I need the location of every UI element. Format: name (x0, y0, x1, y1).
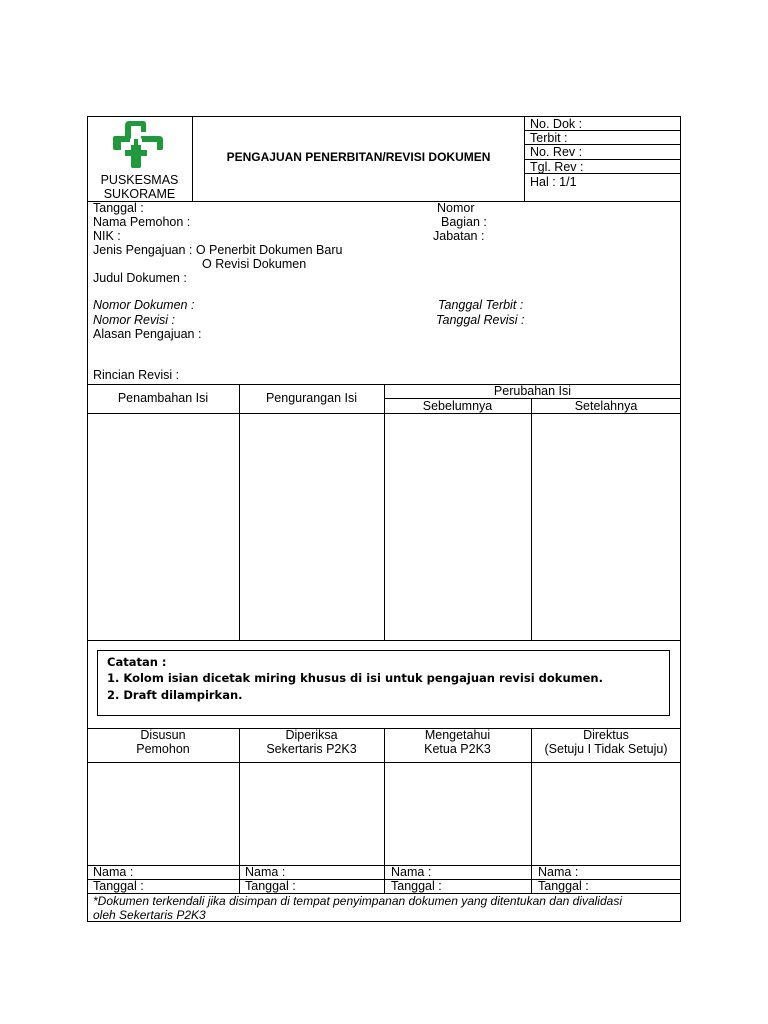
sig-ketua-label: Ketua P2K3 (424, 742, 491, 756)
sig-tanggal-field[interactable]: Tanggal : (245, 879, 296, 893)
field-tanggal-terbit[interactable]: Tanggal Terbit : (438, 298, 524, 312)
sig-nama-field[interactable]: Nama : (538, 865, 579, 879)
meta-no-dok: No. Dok : (530, 117, 583, 131)
sig-setuju-label: (Setuju I Tidak Setuju) (544, 742, 668, 756)
field-rincian-revisi[interactable]: Rincian Revisi : (93, 368, 180, 382)
puskesmas-logo-icon (111, 118, 169, 170)
org-name-line2: SUKORAME (103, 187, 176, 201)
sig-tanggal-field[interactable]: Tanggal : (391, 879, 442, 893)
catatan-item: 1. Kolom isian dicetak miring khusus di isi untuk pengajuan revisi dokumen. (107, 671, 603, 685)
col-setelahnya: Setelahnya (574, 399, 638, 413)
field-jenis-pengajuan[interactable]: Jenis Pengajuan : O Penerbit Dokumen Baru (93, 243, 343, 257)
document-title: PENGAJUAN PENERBITAN/REVISI DOKUMEN (226, 150, 491, 164)
field-alasan-pengajuan[interactable]: Alasan Pengajuan : (93, 327, 202, 341)
cell-pengurangan[interactable] (240, 414, 383, 639)
signature-area-sekertaris[interactable] (240, 763, 383, 864)
col-pengurangan-isi: Pengurangan Isi (265, 391, 358, 405)
field-nomor[interactable]: Nomor (437, 201, 475, 215)
sig-disusun-label: Disusun (140, 728, 186, 742)
signature-area-ketua[interactable] (385, 763, 530, 864)
catatan-heading: Catatan : (107, 655, 167, 669)
col-perubahan-isi: Perubahan Isi (493, 384, 572, 398)
col-sebelumnya: Sebelumnya (422, 399, 493, 413)
field-jabatan[interactable]: Jabatan : (433, 229, 485, 243)
meta-tgl-rev: Tgl. Rev : (530, 160, 584, 174)
footer-note-line2: oleh Sekertaris P2K3 (93, 908, 206, 922)
field-tanggal-revisi[interactable]: Tanggal Revisi : (436, 313, 525, 327)
field-nama-pemohon[interactable]: Nama Pemohon : (93, 215, 191, 229)
sig-direktus-label: Direktus (583, 728, 629, 742)
cell-setelahnya[interactable] (532, 414, 680, 639)
signature-area-direktus[interactable] (532, 763, 680, 864)
cell-sebelumnya[interactable] (385, 414, 530, 639)
field-nik[interactable]: NIK : (93, 229, 121, 243)
meta-hal: Hal : 1/1 (530, 175, 577, 189)
cell-penambahan[interactable] (88, 414, 238, 639)
sig-diperiksa-label: Diperiksa (285, 728, 338, 742)
sig-sekertaris-label: Sekertaris P2K3 (266, 742, 357, 756)
sig-nama-field[interactable]: Nama : (93, 865, 134, 879)
footer-note-line1: *Dokumen terkendali jika disimpan di tempat penyimpanan dokumen yang ditentukan dan divalidasi (93, 894, 622, 908)
field-bagian[interactable]: Bagian : (441, 215, 487, 229)
org-name-line1: PUSKESMAS (100, 173, 179, 187)
field-judul-dokumen[interactable]: Judul Dokumen : (93, 271, 187, 285)
sig-nama-field[interactable]: Nama : (245, 865, 286, 879)
signature-area-pemohon[interactable] (88, 763, 238, 864)
sig-mengetahui-label: Mengetahui (424, 728, 491, 742)
sig-nama-field[interactable]: Nama : (391, 865, 432, 879)
sig-tanggal-field[interactable]: Tanggal : (93, 879, 144, 893)
meta-no-rev: No. Rev : (530, 145, 583, 159)
option-revisi-dokumen[interactable]: O Revisi Dokumen (202, 257, 307, 271)
sig-pemohon-label: Pemohon (136, 742, 190, 756)
col-penambahan-isi: Penambahan Isi (117, 391, 209, 405)
sig-tanggal-field[interactable]: Tanggal : (538, 879, 589, 893)
meta-terbit: Terbit : (530, 131, 568, 145)
field-tanggal[interactable]: Tanggal : (93, 201, 144, 215)
field-nomor-revisi[interactable]: Nomor Revisi : (93, 313, 175, 327)
divider (87, 640, 681, 641)
field-nomor-dokumen[interactable]: Nomor Dokumen : (93, 298, 195, 312)
catatan-item: 2. Draft dilampirkan. (107, 688, 243, 702)
divider (87, 201, 681, 202)
